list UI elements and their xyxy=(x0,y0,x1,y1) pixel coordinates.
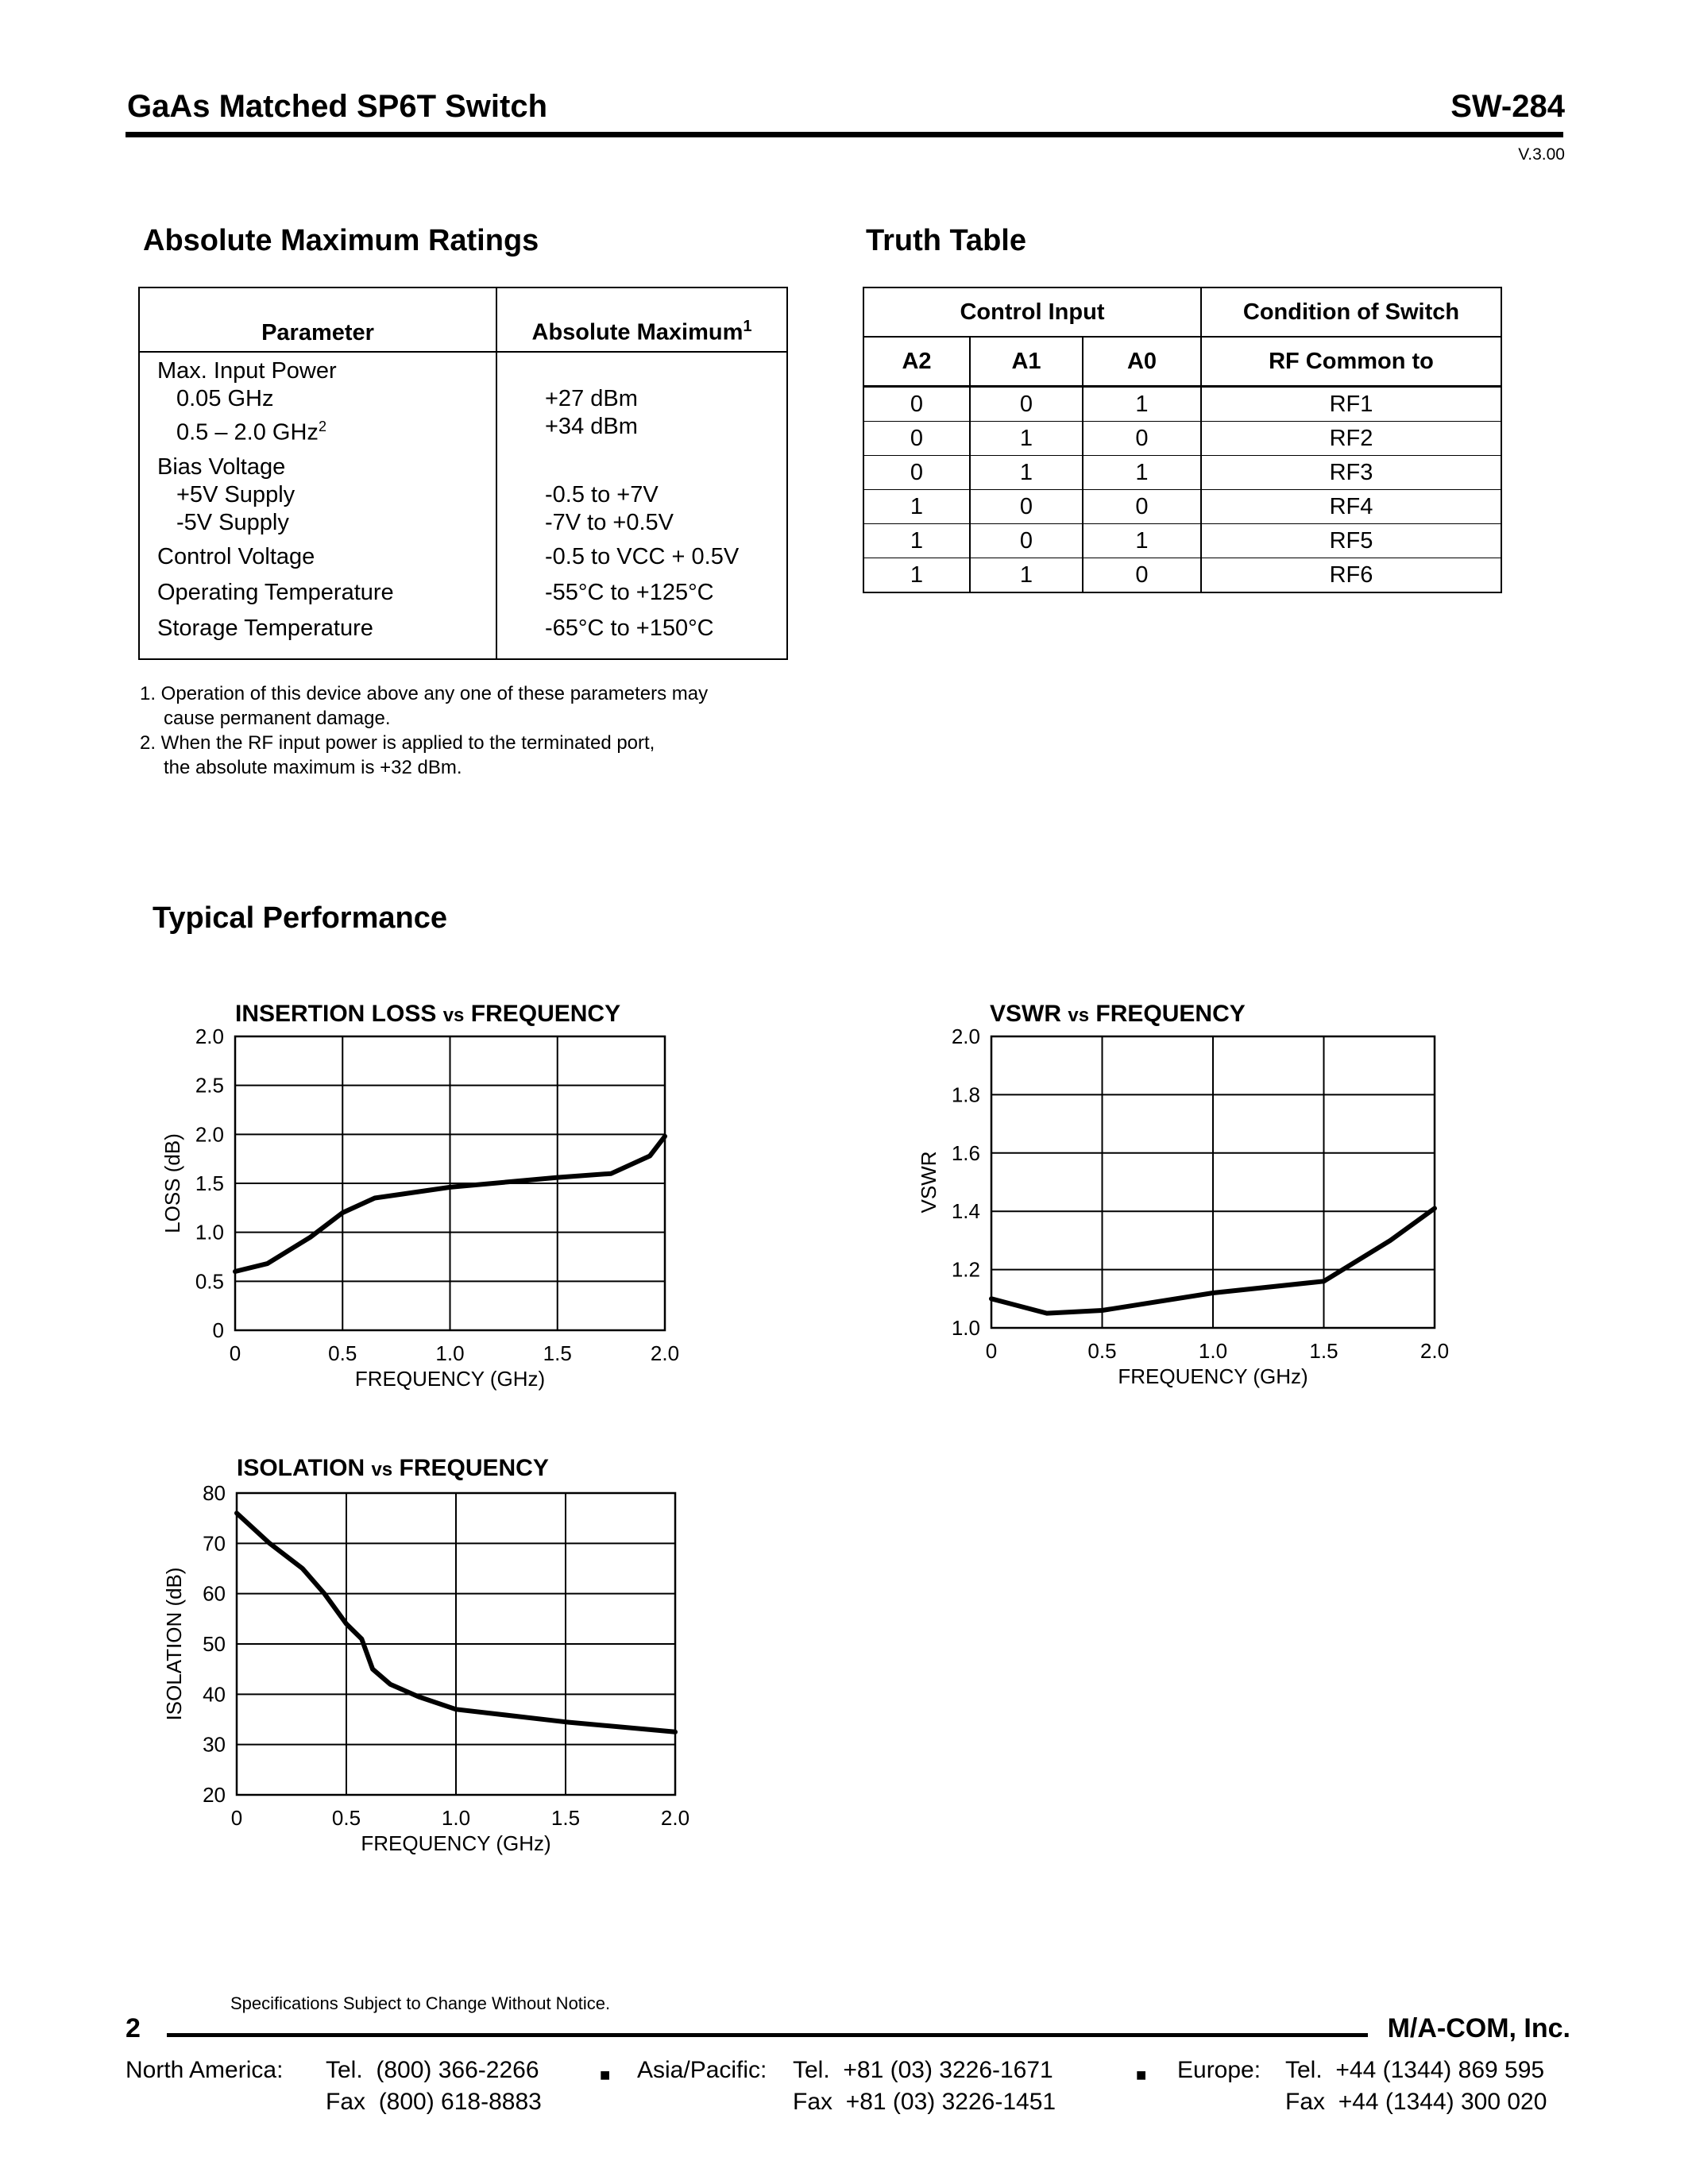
truth-cell: RF4 xyxy=(1201,490,1501,524)
y-tick-label: 1.6 xyxy=(951,1140,980,1165)
truth-row xyxy=(863,490,1501,524)
amr-param: 0.05 GHz xyxy=(176,386,274,411)
y-tick-label: 2.0 xyxy=(195,1024,224,1048)
amr-param: Max. Input Power xyxy=(157,358,337,384)
truth-row xyxy=(863,387,1501,422)
data-point xyxy=(237,1513,238,1514)
x-tick-label: 0 xyxy=(229,1341,241,1365)
contact-north-america-numbers: Tel. (800) 366-2266 Fax (800) 618-8883 xyxy=(326,2057,542,2115)
y-tick-label: 70 xyxy=(203,1531,226,1556)
contact-asia-pacific xyxy=(637,2055,767,2086)
data-point xyxy=(1390,1240,1391,1241)
insertion-loss-chart xyxy=(143,1024,794,1422)
truth-cell: RF3 xyxy=(1201,456,1501,490)
truth-row xyxy=(863,456,1501,490)
amr-value: -65°C to +150°C xyxy=(545,615,714,641)
x-tick-label: 1.5 xyxy=(550,1806,581,1830)
data-point xyxy=(557,1177,558,1178)
x-tick-label: 0 xyxy=(985,1339,998,1363)
truth-cell: 1 xyxy=(863,490,970,524)
x-tick-label: 2.0 xyxy=(650,1341,680,1365)
x-axis-label: FREQUENCY (GHz) xyxy=(361,1831,551,1855)
amr-value: -0.5 to VCC + 0.5V xyxy=(545,543,740,569)
amr-col-maximum: Absolute Maximum$^1$ xyxy=(496,287,787,352)
y-tick-label: 1.8 xyxy=(951,1082,980,1107)
amr-param: -5V Supply xyxy=(176,509,289,535)
x-tick-label: 1.5 xyxy=(543,1341,572,1365)
y-tick-label: 2.0 xyxy=(195,1122,224,1147)
x-tick-label: 1.0 xyxy=(1198,1339,1228,1363)
x-axis-label: FREQUENCY (GHz) xyxy=(354,1367,546,1391)
contact-fax: +44 (1344) 300 020 xyxy=(1338,2089,1547,2115)
amr-value: +27 dBm xyxy=(545,386,638,411)
performance-title: Typical Performance xyxy=(153,901,448,935)
y-tick-label: 1.4 xyxy=(951,1199,980,1224)
y-tick-label: 1.2 xyxy=(951,1257,980,1282)
truth-col-a1: A1 xyxy=(970,337,1083,387)
data-point xyxy=(1046,1313,1047,1314)
bullet-separator: ■ xyxy=(600,2065,611,2085)
amr-row xyxy=(139,615,787,659)
amr-row xyxy=(139,450,787,543)
truth-row xyxy=(863,558,1501,593)
truth-cell: RF5 xyxy=(1201,524,1501,558)
isolation-chart xyxy=(143,1481,810,1878)
truth-cell: 0 xyxy=(970,524,1083,558)
x-tick-label: 1.5 xyxy=(1309,1339,1338,1363)
chart-title-insertion-loss: INSERTION LOSS vs FREQUENCY xyxy=(235,1001,621,1027)
truth-row xyxy=(863,422,1501,456)
contact-region: Asia/Pacific: xyxy=(637,2057,767,2083)
truth-group-condition: Condition of Switch xyxy=(1201,287,1501,337)
amr-param: +5V Supply xyxy=(176,481,295,507)
footer-note: Specifications Subject to Change Without Notice. xyxy=(230,1993,611,2013)
contact-asia-pacific-numbers: Tel. +81 (03) 3226-1671 Fax +81 (03) 3226-1451 xyxy=(793,2057,1056,2115)
truth-cell: RF2 xyxy=(1201,422,1501,456)
truth-cell: 0 xyxy=(863,456,970,490)
y-tick-label: 30 xyxy=(203,1732,226,1757)
data-point xyxy=(611,1173,612,1174)
contact-tel: +81 (03) 3226-1671 xyxy=(843,2057,1053,2083)
truth-col-a2: A2 xyxy=(863,337,970,387)
truth-cell: 1 xyxy=(970,422,1083,456)
amr-param: Control Voltage xyxy=(139,543,496,579)
data-point xyxy=(1213,1292,1214,1293)
truth-col-rf-common: RF Common to xyxy=(1201,337,1501,387)
y-tick-label: 20 xyxy=(203,1783,226,1807)
truth-col-a0: A0 xyxy=(1083,337,1201,387)
part-number: SW-284 xyxy=(1450,89,1565,124)
y-tick-label: 80 xyxy=(203,1481,226,1505)
contact-tel: +44 (1344) 869 595 xyxy=(1335,2057,1545,2083)
truth-row xyxy=(863,524,1501,558)
amr-value: +34 dBm xyxy=(545,414,638,439)
header-rule xyxy=(126,132,1563,137)
truth-cell: 0 xyxy=(1083,490,1201,524)
company-name: M/A-COM, Inc. xyxy=(1387,2013,1570,2043)
y-tick-label: 2.5 xyxy=(195,1073,224,1098)
data-point xyxy=(269,1543,270,1544)
y-tick-label: 60 xyxy=(203,1581,226,1606)
truth-cell: 0 xyxy=(970,490,1083,524)
data-point xyxy=(991,1298,992,1299)
data-point xyxy=(675,1731,676,1732)
x-tick-label: 2.0 xyxy=(1420,1339,1450,1363)
y-axis-label: VSWR xyxy=(917,1151,941,1214)
x-tick-label: 0.5 xyxy=(328,1341,357,1365)
amr-param: Bias Voltage xyxy=(157,453,286,480)
page-number: 2 xyxy=(126,2013,141,2043)
vswr-chart xyxy=(906,1024,1565,1422)
y-tick-label: 40 xyxy=(203,1682,226,1707)
truth-cell: 1 xyxy=(1083,387,1201,422)
amr-notes xyxy=(140,681,708,780)
x-tick-label: 2.0 xyxy=(660,1806,690,1830)
y-tick-label: 0.5 xyxy=(195,1269,224,1294)
amr-note: cause permanent damage. xyxy=(164,708,391,729)
truth-cell: 1 xyxy=(970,558,1083,593)
amr-row: Max. Input Power 0.05 GHz 0.5 – 2.0 GHz$^2$ +27 dBm +34 dBm xyxy=(139,352,787,450)
data-point xyxy=(342,1213,343,1214)
y-axis-label: LOSS (dB) xyxy=(160,1133,184,1233)
footer-rule xyxy=(167,2033,1368,2037)
truth-table xyxy=(863,287,1502,593)
version-label: V.3.00 xyxy=(1518,145,1565,164)
chart-title-isolation: ISOLATION vs FREQUENCY xyxy=(237,1455,549,1481)
contact-north-america xyxy=(126,2055,283,2086)
contact-region: Europe: xyxy=(1177,2057,1261,2083)
y-tick-label: 1.0 xyxy=(195,1220,224,1244)
truth-cell: 1 xyxy=(1083,456,1201,490)
data-point xyxy=(1323,1281,1324,1282)
amr-value: -55°C to +125°C xyxy=(545,579,714,605)
amr-value: -7V to +0.5V xyxy=(545,509,674,535)
contact-europe-numbers: Tel. +44 (1344) 869 595 Fax +44 (1344) 300 020 xyxy=(1285,2057,1547,2115)
data-point xyxy=(456,1709,457,1710)
x-tick-label: 0.5 xyxy=(1087,1339,1117,1363)
x-tick-label: 1.0 xyxy=(441,1806,471,1830)
amr-note: 1. Operation of this device above any one of these parameters may xyxy=(140,683,709,704)
amr-col-parameter: Parameter xyxy=(139,287,496,352)
y-axis-label: ISOLATION (dB) xyxy=(162,1567,186,1721)
truth-cell: 1 xyxy=(970,456,1083,490)
truth-cell: 0 xyxy=(1083,422,1201,456)
contact-fax: (800) 618-8883 xyxy=(378,2089,542,2115)
data-point xyxy=(346,1623,347,1624)
amr-param: Operating Temperature xyxy=(139,579,496,615)
contact-europe xyxy=(1177,2055,1261,2086)
amr-row xyxy=(139,543,787,579)
truth-cell: 1 xyxy=(1083,524,1201,558)
x-tick-label: 1.0 xyxy=(435,1341,465,1365)
contact-region: North America: xyxy=(126,2057,284,2083)
bullet-separator: ■ xyxy=(1136,2065,1147,2085)
data-point xyxy=(361,1638,362,1639)
truth-group-control: Control Input xyxy=(863,287,1201,337)
truth-table-title: Truth Table xyxy=(866,224,1026,257)
y-tick-label: 1.5 xyxy=(195,1171,224,1195)
truth-cell: 0 xyxy=(863,422,970,456)
amr-note: the absolute maximum is +32 dBm. xyxy=(164,757,462,778)
amr-table xyxy=(138,287,788,660)
y-tick-label: 50 xyxy=(203,1632,226,1656)
truth-cell: 1 xyxy=(863,558,970,593)
truth-cell: 0 xyxy=(863,387,970,422)
amr-note: 2. When the RF input power is applied to the terminated port, xyxy=(140,732,655,754)
document-title: GaAs Matched SP6T Switch xyxy=(127,89,548,124)
truth-cell: 0 xyxy=(1083,558,1201,593)
x-axis-label: FREQUENCY (GHz) xyxy=(1118,1364,1308,1388)
amr-value: -0.5 to +7V xyxy=(545,481,659,507)
y-tick-label: 0 xyxy=(212,1318,224,1342)
data-point xyxy=(235,1271,236,1272)
truth-cell: 0 xyxy=(970,387,1083,422)
data-point xyxy=(324,1593,325,1594)
y-tick-label: 2.0 xyxy=(951,1024,980,1048)
amr-title: Absolute Maximum Ratings xyxy=(143,224,539,257)
truth-cell: 1 xyxy=(863,524,970,558)
contact-tel: (800) 366-2266 xyxy=(376,2057,539,2083)
x-tick-label: 0 xyxy=(230,1806,243,1830)
amr-param: Storage Temperature xyxy=(139,615,496,659)
truth-cell: RF6 xyxy=(1201,558,1501,593)
amr-row xyxy=(139,579,787,615)
x-tick-label: 0.5 xyxy=(331,1806,361,1830)
y-tick-label: 1.0 xyxy=(951,1316,980,1340)
amr-param: 0.5 – 2.0 GHz xyxy=(176,419,319,446)
contact-fax: +81 (03) 3226-1451 xyxy=(845,2089,1056,2115)
chart-title-vswr: VSWR vs FREQUENCY xyxy=(990,1001,1246,1027)
truth-cell: RF1 xyxy=(1201,387,1501,422)
